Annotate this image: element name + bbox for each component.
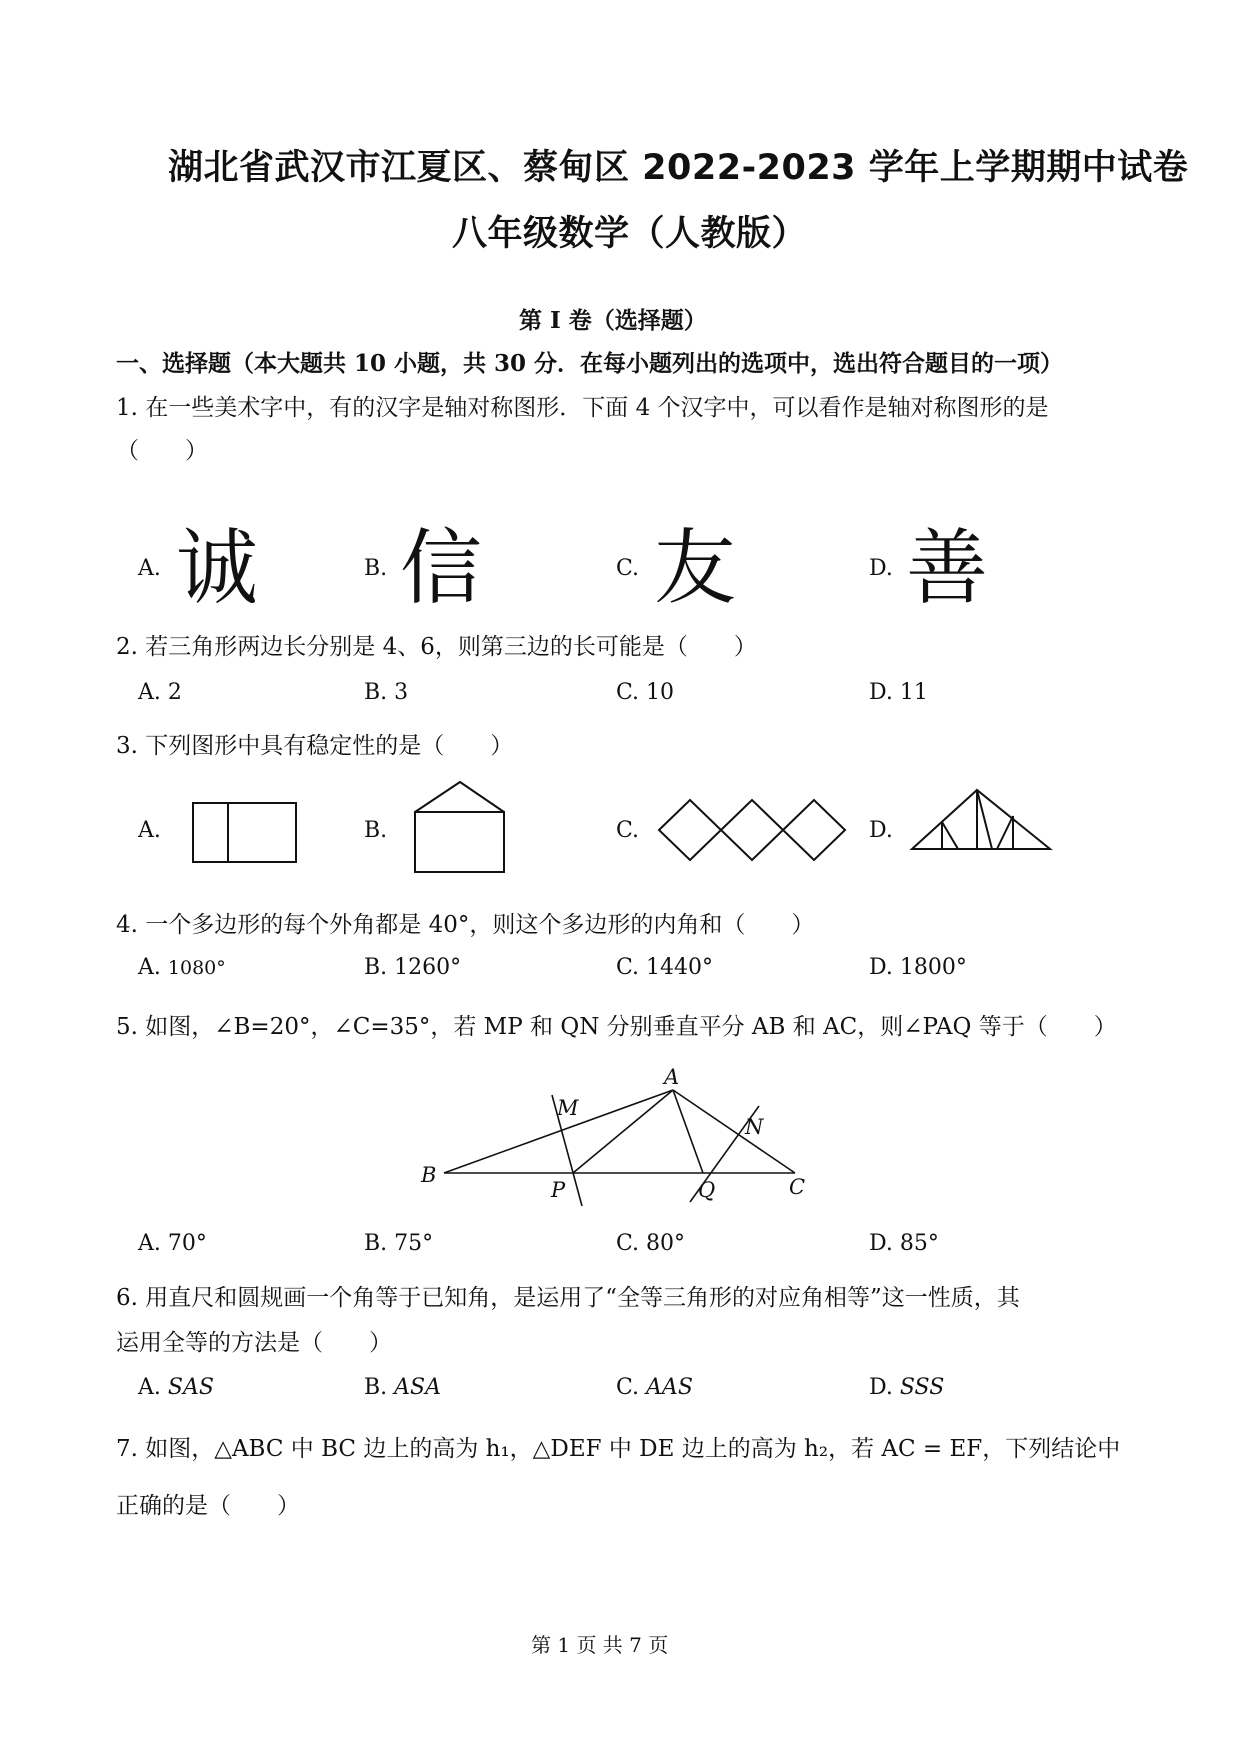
q3-option-a-label: A. [138,818,161,843]
segment-aq [673,1090,703,1173]
segment-ac [673,1090,795,1173]
q6-option-b: B. ASA [364,1375,442,1400]
q3-option-b-label: B. [364,818,388,843]
page-number: 第 1 页 共 7 页 [531,1633,669,1657]
q5-option-b: B. 75° [364,1231,434,1256]
label-m: M [557,1096,579,1120]
q6-stem-cont: 运用全等的方法是（ ） [116,1330,392,1356]
label-p: P [551,1178,566,1202]
exam-subtitle: 八年级数学（人教版） [452,214,808,254]
q1-option-a-char: 诚 [176,521,259,616]
q4-option-c: C. 1440° [616,955,714,980]
q1-option-d-label: D. [869,556,893,581]
section-title: 一、选择题（本大题共 10 小题，共 30 分．在每小题列出的选项中，选出符合题目的一项） [116,350,1064,377]
q1-option-d-char: 善 [906,521,989,616]
q2-option-a: A. 2 [138,680,182,705]
q2-option-d: D. 11 [869,680,928,705]
q5-option-a: A. 70° [138,1231,207,1256]
q3-stem: 3. 下列图形中具有稳定性的是（ ） [116,733,514,759]
q3-option-c-label: C. [616,818,640,843]
q6-option-d: D. SSS [869,1375,945,1400]
q1-stem: 1. 在一些美术字中，有的汉字是轴对称图形．下面 4 个汉字中，可以看作是轴对称图形的是 [116,395,1049,421]
q4-stem: 4. 一个多边形的每个外角都是 40°，则这个多边形的内角和（ ） [116,912,815,938]
q7-stem: 7. 如图，△ABC 中 BC 边上的高为 h₁，△DEF 中 DE 边上的高为 h₂，若 AC = EF，下列结论中 [116,1436,1121,1462]
q1-option-b-label: B. [364,556,388,581]
q6-stem: 6. 用直尺和圆规画一个角等于已知角，是运用了“全等三角形的对应角相等”这一性质，其 [116,1285,1020,1311]
label-a: A [664,1065,680,1089]
q4-option-a: A. 1080° [138,955,226,980]
q5-stem: 5. 如图，∠B=20°，∠C=35°，若 MP 和 QN 分别垂直平分 AB 和 AC，则∠PAQ 等于（ ） [116,1014,1117,1040]
q2-stem: 2. 若三角形两边长分别是 4、6，则第三边的长可能是（ ） [116,634,757,660]
label-b: B [421,1163,437,1187]
q2-option-c: C. 10 [616,680,675,705]
volume-title: 第 I 卷（选择题） [519,307,707,334]
q1-option-b-char: 信 [400,521,483,616]
q6-option-a: A. SAS [138,1375,214,1400]
label-c: C [789,1175,806,1199]
q7-stem-cont: 正确的是（ ） [116,1493,300,1519]
q2-option-b: B. 3 [364,680,409,705]
q4-option-b: B. 1260° [364,955,462,980]
q1-option-c-char: 友 [654,521,737,616]
q1-option-a-label: A. [138,556,161,581]
q1-option-c-label: C. [616,556,640,581]
q3-option-d-label: D. [869,818,893,843]
q1-stem-cont: （ ） [116,438,208,464]
q5-option-c: C. 80° [616,1231,686,1256]
q5-option-d: D. 85° [869,1231,939,1256]
label-n: N [745,1115,764,1139]
exam-title: 湖北省武汉市江夏区、蔡甸区 2022-2023 学年上学期期中试卷 [168,148,1189,188]
segment-ap [573,1090,673,1173]
q6-option-c: C. AAS [616,1375,693,1400]
q4-option-d: D. 1800° [869,955,967,980]
label-q: Q [698,1178,716,1202]
